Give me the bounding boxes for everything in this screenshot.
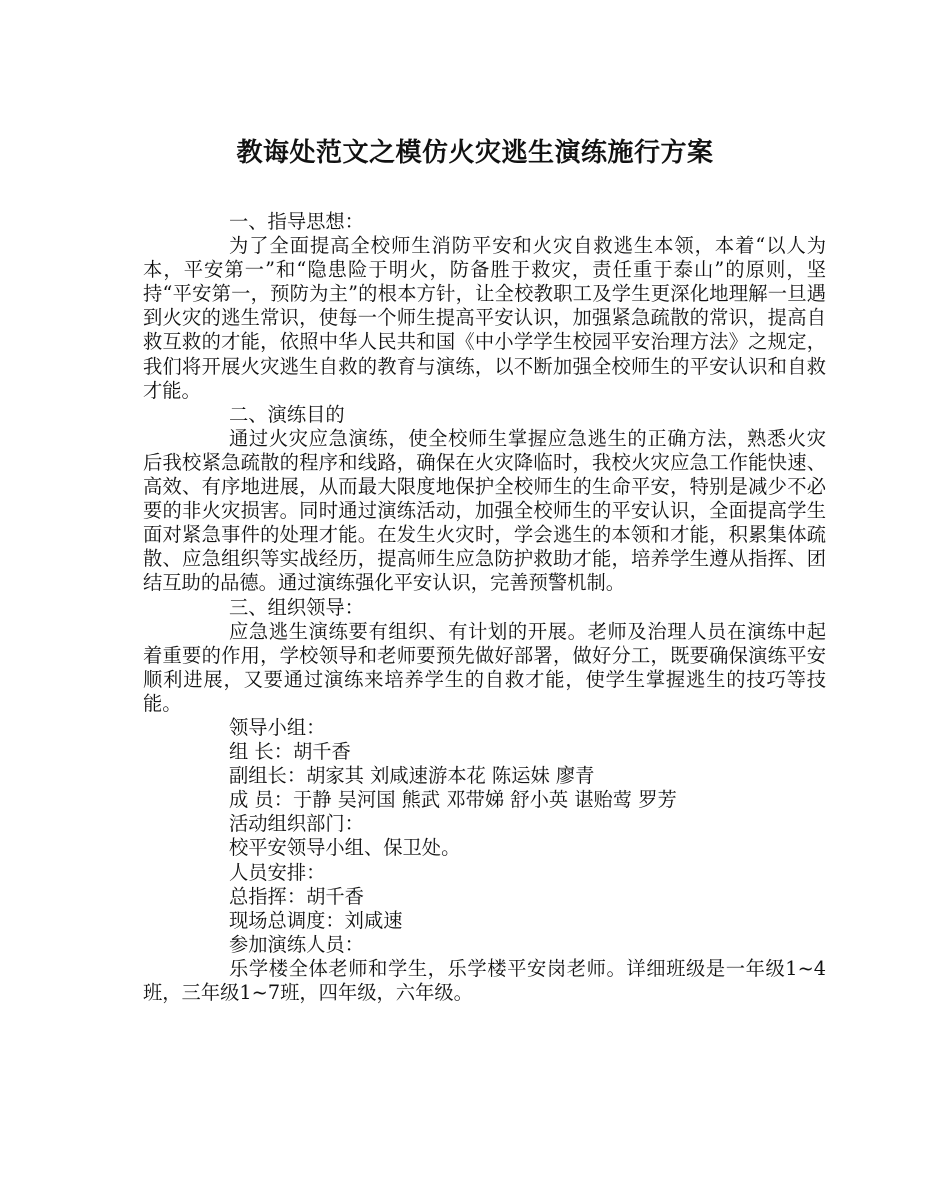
commander-line: 总指挥：胡千香 [229,884,364,908]
section-heading-guiding-thought: 一、指导思想： [229,210,364,233]
members-line: 成 员：于静 吴河国 熊武 邓带娣 舒小英 谌贻莺 罗芳 [229,788,677,812]
site-dispatcher-line: 现场总调度：刘咸速 [229,908,403,932]
participants-label: 参加演练人员： [229,932,364,956]
section-heading-drill-purpose: 二、演练目的 [229,402,345,426]
document-body [143,210,826,1005]
section-heading-organization: 三、组织领导： [229,595,364,619]
group-leader-line: 组 长：胡千香 [229,740,351,764]
organizing-department-label: 活动组织部门： [229,812,364,836]
paragraph-organization: 应急逃生演练要有组织、有计划的开展。老师及治理人员在演练中起着重要的作用，学校领导和老师要预先做好部署，做好分工，既要确保演练平安顺利进展，又要通过演练来培养学生的自救才能，使学生掌握逃生的技巧等技能。 [143,619,826,715]
document-title: 教诲处范文之模仿火灾逃生演练施行方案 [236,138,714,168]
paragraph-drill-purpose: 通过火灾应急演练，使全校师生掌握应急逃生的正确方法，熟悉火灾后我校紧急疏散的程序和线路，确保在火灾降临时，我校火灾应急工作能快速、高效、有序地进展，从而最大限度地保护全校师生的生命平安，特别是减少不必要的非火灾损害。同时通过演练活动，加强全校师生的平安认识，全面提高学生面对紧急事件的处理才能。在发生火灾时，学会逃生的本领和才能，积累集体疏散、应急组织等实战经历，提高师生应急防护救助才能，培养学生遵从指挥、团结互助的品德。通过演练强化平安认识，完善预警机制。 [143,426,826,595]
leadership-group-label: 领导小组： [229,715,326,739]
organizing-department-line: 校平安领导小组、保卫处。 [229,836,461,860]
paragraph-guiding-thought: 为了全面提高全校师生消防平安和火灾自救逃生本领，本着“以人为本，平安第一”和“隐患险于明火，防备胜于救灾，责任重于泰山”的原则，坚持“平安第一，预防为主”的根本方针，让全校教职工及学生更深化地理解一旦遇到火灾的逃生常识，使每一个师生提高平安认识，加强紧急疏散的常识，提高自救互救的才能，依照中华人民共和国《中小学学生校园平安治理方法》之规定，我们将开展火灾逃生自救的教育与演练，以不断加强全校师生的平安认识和自救才能。 [143,234,826,402]
participants-paragraph: 乐学楼全体老师和学生，乐学楼平安岗老师。详细班级是一年级1~4班，三年级1~7班，四年级，六年级。 [143,956,826,1004]
staff-arrangement-label: 人员安排： [229,860,326,884]
deputy-leader-line: 副组长：胡家其 刘咸速游本花 陈运妹 廖青 [229,764,595,788]
